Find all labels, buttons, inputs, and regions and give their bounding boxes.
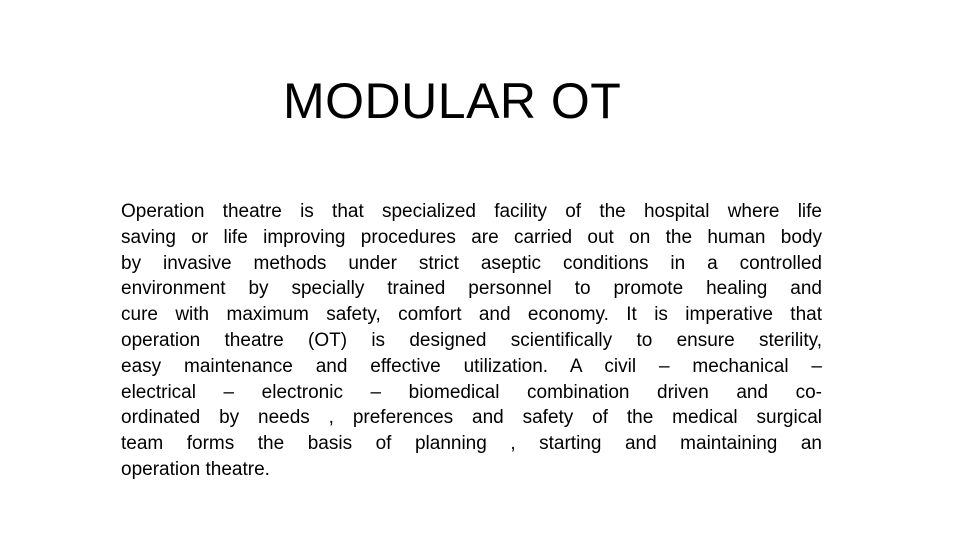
paragraph-line: operation theatre (OT) is designed scientifically to ensure sterility, [121, 329, 822, 351]
paragraph-line: by invasive methods under strict aseptic conditions in a controlled [121, 252, 822, 274]
paragraph-line: environment by specially trained personnel to promote healing and [121, 278, 822, 300]
paragraph-line: operation theatre. [121, 458, 270, 480]
paragraph-line: cure with maximum safety, comfort and economy. It is imperative that [121, 304, 822, 326]
paragraph-line: Operation theatre is that specialized facility of the hospital where life [121, 201, 822, 222]
paragraph-line: saving or life improving procedures are carried out on the human body [121, 226, 822, 248]
paragraph-line: easy maintenance and effective utilization. A civil – mechanical – [121, 355, 822, 377]
slide-title: MODULAR OT [283, 73, 622, 129]
paragraph-line: team forms the basis of planning , starting and maintaining an [121, 433, 822, 455]
paragraph-line: ordinated by needs , preferences and safety of the medical surgical [121, 407, 822, 429]
body-paragraph [121, 199, 822, 483]
paragraph-line: electrical – electronic – biomedical combination driven and co- [121, 381, 822, 403]
